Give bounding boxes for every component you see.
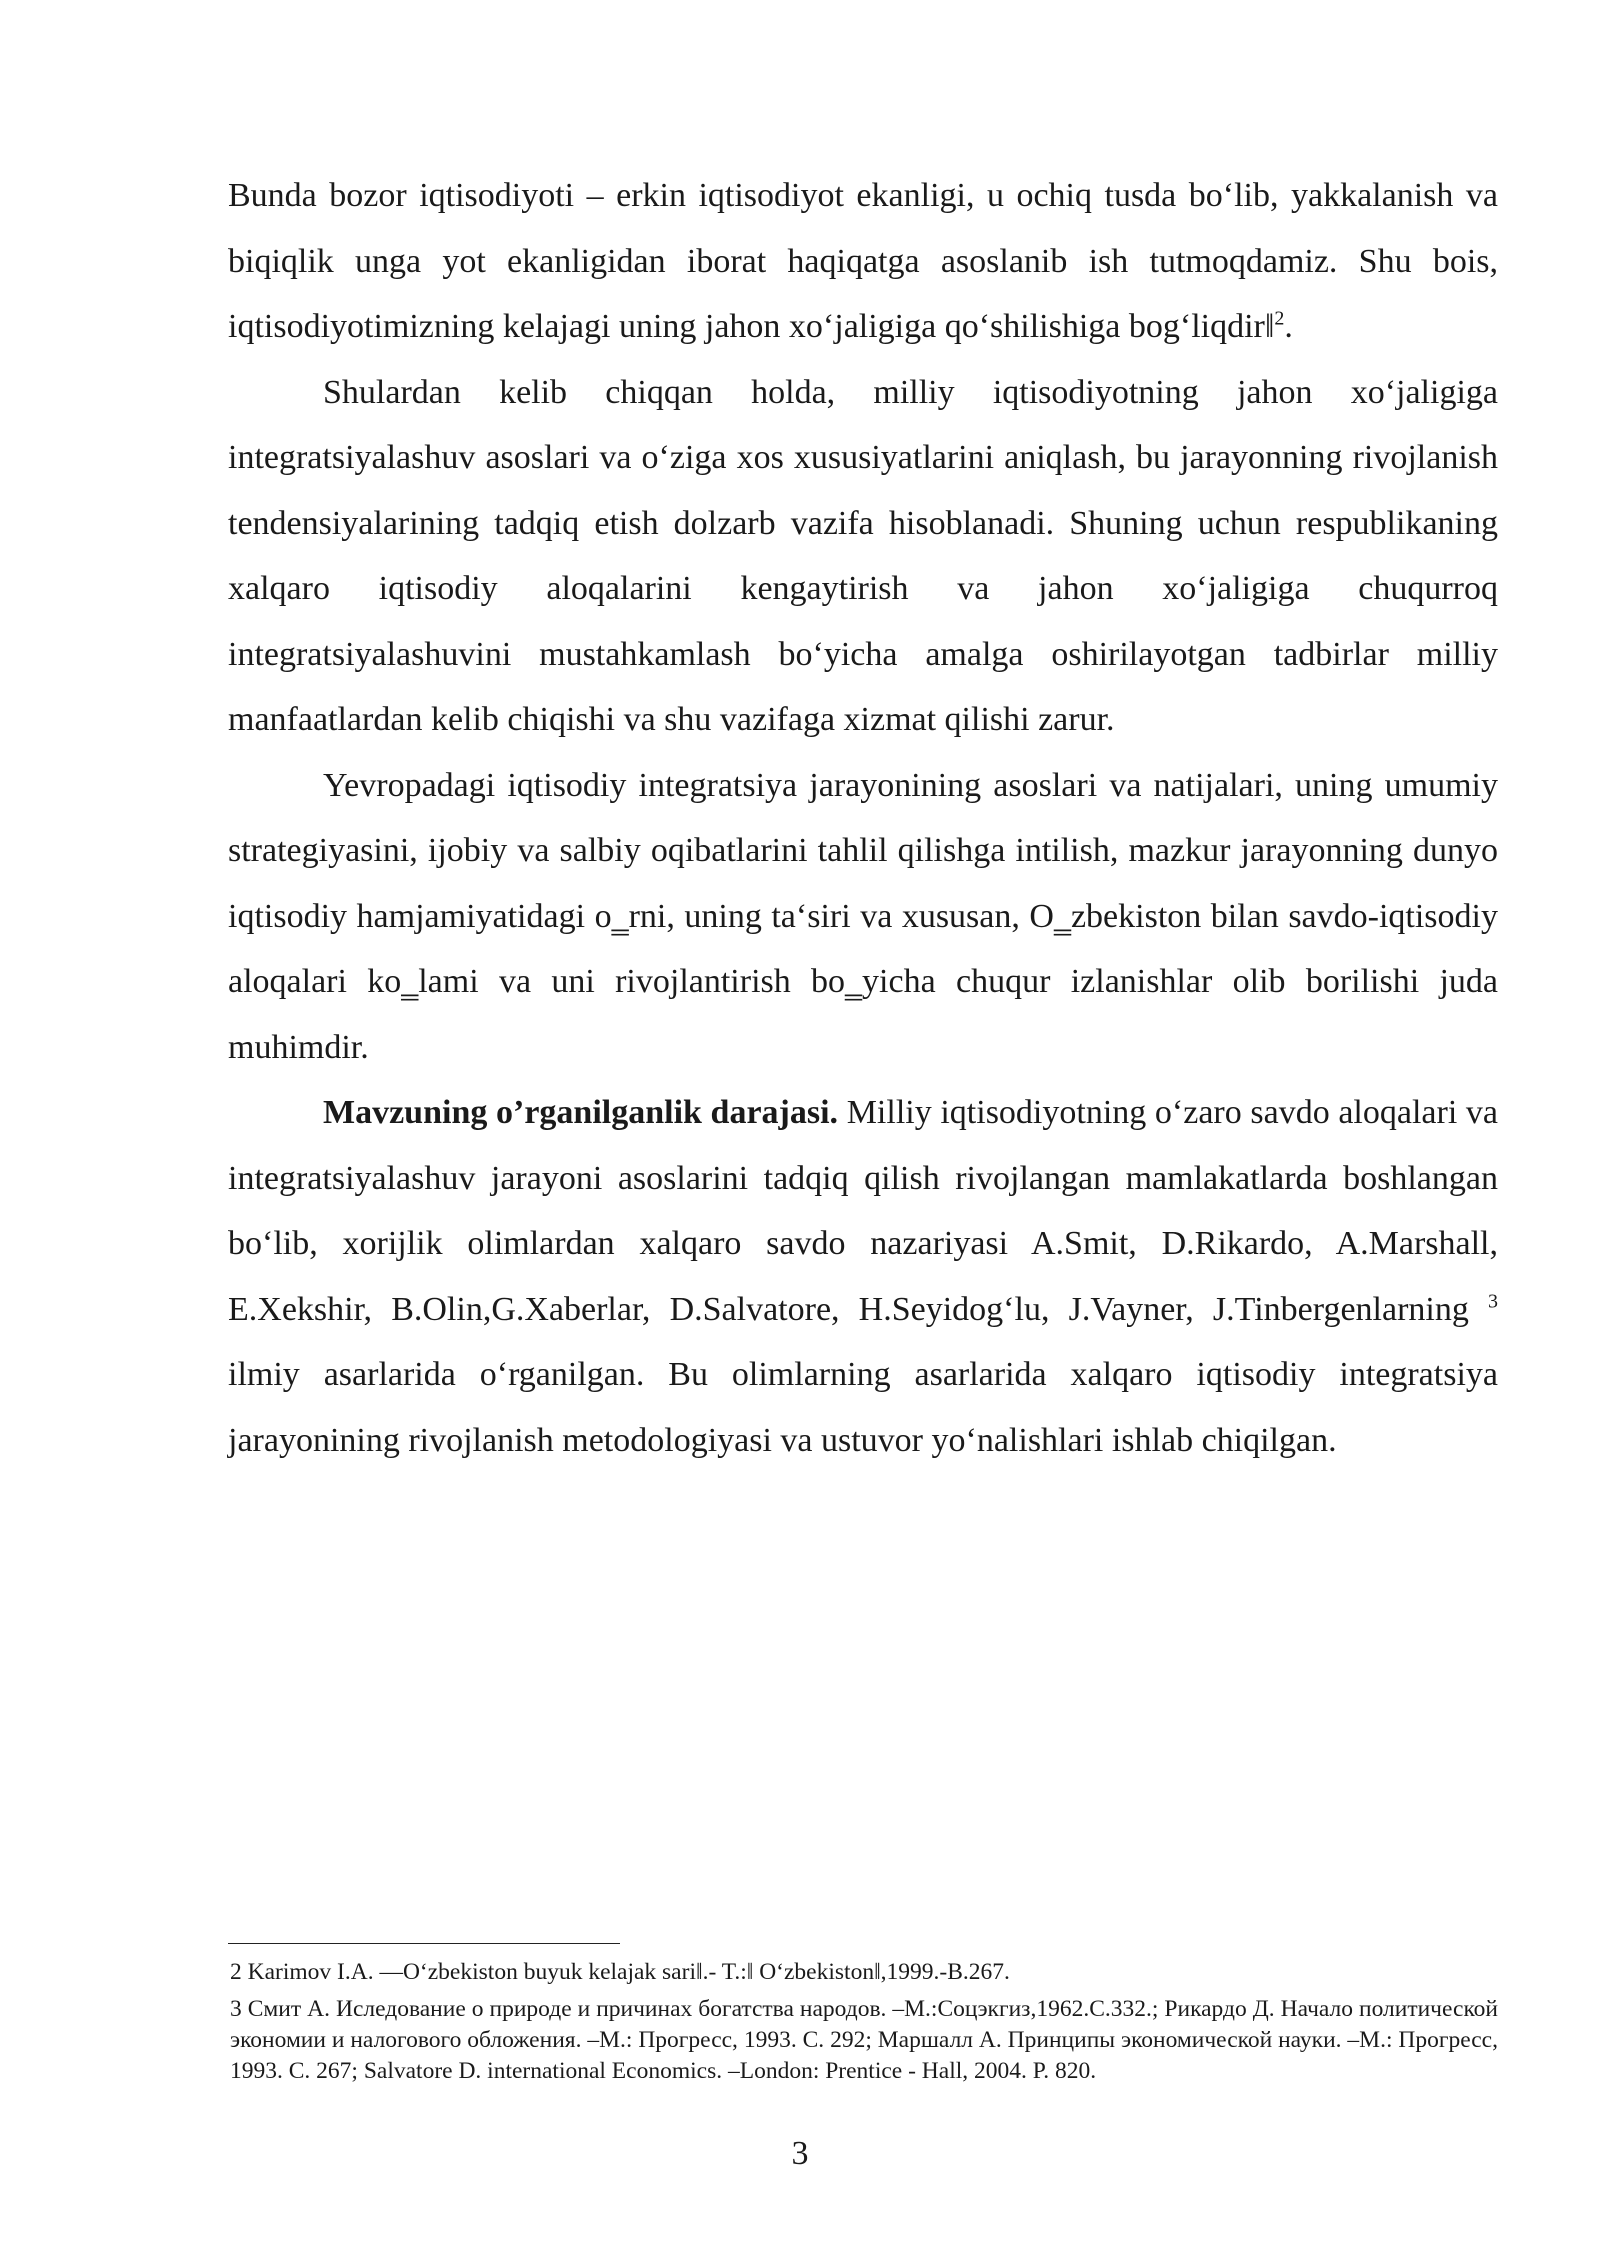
footnote-ref-2: 2 xyxy=(1274,307,1285,330)
footnote-separator xyxy=(228,1943,620,1944)
paragraph-1-text: Bunda bozor iqtisodiyoti – erkin iqtisodiyot ekanligi, u ochiq tusda bo‘lib, yakkalanish va biqiqlik unga yot ekanligidan iborat haqiqatga asoslanib ish tutmoqdamiz. Shu bois, iqtisodiyotimizning kelajagi uning jahon xo‘jaligiga qo‘shilishiga bog‘liqdir‖ xyxy=(228,177,1498,345)
footnote-3: 3 Смит А. Иследование о природе и причинах богатства народов. –М.:Соцэкгиз,1962.С.332.; Рикардо Д. Начало политической экономии и налогового обложения. –М.: Прогресс, 1993. С. 292; Маршалл А. Принципы экономической науки. –М.: Прогресс, 1993. С. 267; Salvatore D. international Economics. –London: Prentice - Hall, 2004. P. 820. xyxy=(230,1996,1498,2084)
body-text xyxy=(228,163,1498,1473)
page-number: 3 xyxy=(791,2135,809,2172)
section-heading: Mavzuning o’rganilganlik darajasi. xyxy=(323,1094,839,1131)
paragraph-1-tail: . xyxy=(1284,308,1293,345)
paragraph-3: Yevropadagi iqtisodiy integratsiya jarayonining asoslari va natijalari, uning umumiy strategiyasini, ijobiy va salbiy oqibatlarini tahlil qilishga intilish, mazkur jarayonning dunyo iqtisodiy hamjamiyatidagi o‗rni, uning ta‘siri va xususan, O‗zbekiston bilan savdo-iqtisodiy aloqalari ko‗lami va uni rivojlantirish bo‗yicha chuqur izlanishlar olib borilishi juda muhimdir. xyxy=(228,766,1498,1066)
paragraph-4-tail: ilmiy asarlarida o‘rganilgan. Bu olimlarning asarlarida xalqaro iqtisodiy integratsiya jarayonining rivojlanish metodologiyasi va ustuvor yo‘nalishlari ishlab chiqilgan. xyxy=(228,1356,1498,1459)
footnote-2: 2 Karimov I.A. ―O‘zbekiston buyuk kelajak sari‖.- T.:‖ O‘zbekiston‖,1999.-B.267. xyxy=(230,1959,1010,1985)
footnote-ref-3: 3 xyxy=(1488,1290,1498,1313)
paragraph-4-text: Milliy iqtisodiyotning o‘zaro savdo aloqalari va integratsiyalashuv jarayoni asoslarini tadqiq qilish rivojlangan mamlakatlarda boshlangan bo‘lib, xorijlik olimlardan xalqaro savdo nazariyasi A.Smit, D.Rikardo, A.Marshall, E.Xekshir, B.Olin,G.Xaberlar, D.Salvatore, H.Seyidog‘lu, J.Vayner, J.Tinbergenlarning xyxy=(228,1094,1498,1328)
footnotes xyxy=(230,1957,1498,2093)
paragraph-1 xyxy=(228,163,1498,360)
paragraph-2: Shulardan kelib chiqqan holda, milliy iqtisodiyotning jahon xo‘jaligiga integratsiyalashuv asoslari va o‘ziga xos xususiyatlarini aniqlash, bu jarayonning rivojlanish tendensiyalarining tadqiq etish dolzarb vazifa hisoblanadi. Shuning uchun respublikaning xalqaro iqtisodiy aloqalarini kengaytirish va jahon xo‘jaligiga chuqurroq integratsiyalashuvini mustahkamlash bo‘yicha amalga oshirilayotgan tadbirlar milliy manfaatlardan kelib chiqishi va shu vazifaga xizmat qilishi zarur. xyxy=(228,373,1498,738)
paragraph-4 xyxy=(228,1080,1498,1473)
